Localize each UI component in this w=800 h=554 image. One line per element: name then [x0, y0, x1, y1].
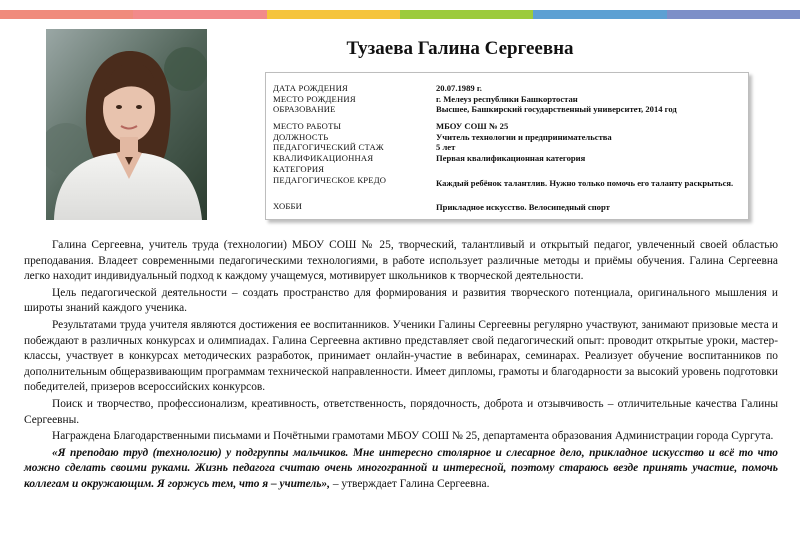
stripe-segment [133, 10, 266, 19]
stripe-segment [400, 10, 533, 19]
info-value-category: Первая квалификационная категория [436, 153, 586, 163]
info-value-credo: Каждый ребёнок талантлив. Нужно только помочь его таланту раскрыться. [436, 178, 734, 188]
info-value-workplace: МБОУ СОШ № 25 [436, 121, 509, 131]
info-label-experience: ПЕДАГОГИЧЕСКИЙ СТАЖ [273, 142, 384, 152]
info-label-hobby: ХОББИ [273, 201, 303, 211]
info-label-birth-date: ДАТА РОЖДЕНИЯ [273, 83, 348, 93]
bio-quote-paragraph [24, 446, 778, 493]
bio-paragraph: Поиск и творчество, профессионализм, креативность, ответственность, порядочность, доброта и отзывчивость – отличительные качества Галины Сергеевны. [24, 397, 778, 426]
stripe-segment [667, 10, 800, 19]
info-label-category: КВАЛИФИКАЦИОННАЯ КАТЕГОРИЯ [273, 153, 374, 174]
info-label-workplace: МЕСТО РАБОТЫ [273, 121, 342, 131]
info-value-education: Высшее, Башкирский государственный университет, 2014 год [436, 104, 677, 114]
top-color-stripe [0, 10, 800, 19]
bio-paragraph: Результатами труда учителя являются достижения ее воспитанников. Ученики Галины Сергеевны регулярно участвуют, занимают призовые места и побеждают в различных конкурсах и олимпиадах. Галина Сергеевна активно представляет свой педагогический опыт: проводит открытые уроки, мастер-классы, участвует в конкурсах методических разработок, принимает онлайн-участие в вебинарах, семинарах. Реализует обучение воспитанников по дополнительным общеразвивающим программам технической направленности. Имеет дипломы, грамоты и благодарности за высокий уровень подготовки победителей, призеров всероссийских конкурсов. [24, 318, 778, 394]
info-value-birth-place: г. Мелеуз республики Башкортостан [436, 93, 578, 104]
bio-paragraph: Цель педагогической деятельности – создать пространство для формирования и развития творческого потенциала, оригинального мышления и широты знаний каждого ученика. [24, 286, 778, 315]
bio-paragraph: Галина Сергеевна, учитель труда (технологии) МБОУ СОШ № 25, творческий, талантливый и открытый педагог, увлеченный своей областью преподавания. Владеет современными педагогическими технологиями, в работе использует различные методы и приёмы обучения. Галина Сергеевна легко находит индивидуальный подход к каждому учащемуся, мотивирует школьников к творческой деятельности. [24, 239, 778, 283]
info-label-position: ДОЛЖНОСТЬ [273, 131, 329, 142]
info-card [265, 72, 749, 220]
stripe-segment [533, 10, 666, 19]
info-value-experience: 5 лет [436, 142, 456, 152]
info-label-birth-place: МЕСТО РОЖДЕНИЯ [273, 93, 356, 104]
portrait-photo [46, 29, 207, 220]
stripe-segment [267, 10, 400, 19]
info-label-credo: ПЕДАГОГИЧЕСКОЕ КРЕДО [273, 175, 387, 185]
stripe-segment [0, 10, 133, 19]
bio-paragraph: Награждена Благодарственными письмами и Почётными грамотами МБОУ СОШ № 25, департамента образования Администрации города Сургута. [52, 430, 774, 443]
quote-attribution: – утверждает Галина Сергеевна. [329, 477, 490, 490]
info-value-position: Учитель технологии и предпринимательства [436, 131, 612, 142]
info-label-education: ОБРАЗОВАНИЕ [273, 104, 336, 114]
portrait-illustration [46, 29, 207, 220]
info-value-hobby: Прикладное искусство. Велосипедный спорт [436, 202, 610, 212]
biography-text [24, 238, 778, 493]
info-value-birth-date: 20.07.1989 г. [436, 83, 482, 93]
teacher-quote: «Я преподаю труд (технологию) у подгруппы мальчиков. Мне интересно столярное и слесарное дело, прикладное искусство и всё то что можно сделать своими руками. Жизнь педагога считаю очень многогранной и интересной, поэтому стараюсь везде принять участие, помочь коллегам и окружающим. Я горжусь тем, что я – учитель», [24, 446, 778, 490]
teacher-name-title: Тузаева Галина Сергеевна [346, 38, 574, 59]
